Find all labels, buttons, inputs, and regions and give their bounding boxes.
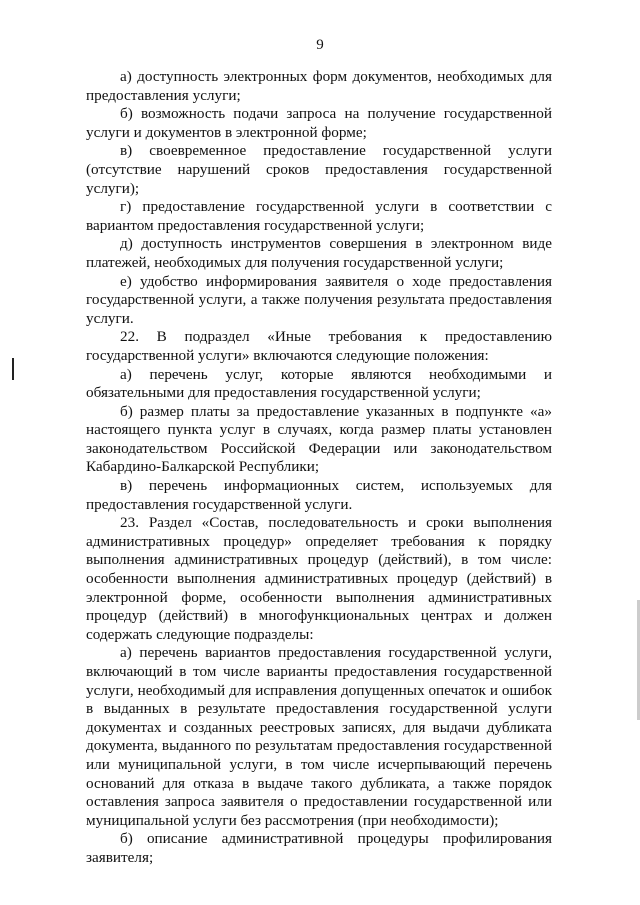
paragraph-22: 22. В подраздел «Иные требования к предоставлению государственной услуги» включаются следующие положения: — [86, 328, 552, 364]
paragraph-item-d-payments: д) доступность инструментов совершения в электронном виде платежей, необходимых для получения государственной услуги; — [86, 235, 552, 271]
paragraph-22-v: в) перечень информационных систем, используемых для предоставления государственной услуги. — [86, 477, 552, 513]
paragraph-22-a: а) перечень услуг, которые являются необходимыми и обязательными для предоставления государственной услуги; — [86, 365, 552, 402]
paragraph-item-g-variant: г) предоставление государственной услуги в соответствии с вариантом предоставления государственной услуги; — [86, 198, 552, 234]
paragraph-23-a: а) перечень вариантов предоставления государственной услуги, включающий в том числе варианты предоставления государственной услуги, необходимый для исправления допущенных опечаток и ошибок в выданных в результате предоставления государственной услуги документах и созданных реестровых записях, для выдачи дубликата документа, выданного по результатам предоставления государственной или муниципальной услуги, в том числе исчерпывающий перечень оснований для отказа в выдаче такого дубликата, а также порядок оставления запроса заявителя о предоставлении государственной или муниципальной услуги без рассмотрения (при необходимости); — [86, 644, 552, 829]
paragraph-22-b: б) размер платы за предоставление указанных в подпункте «а» настоящего пункта услуг в случаях, когда размер платы установлен законодательством Российской Федерации или законодательством Кабардино-Балкарской Республики; — [86, 402, 552, 476]
paragraph-item-b-request: б) возможность подачи запроса на получение государственной услуги и документов в электронной форме; — [86, 105, 552, 141]
paragraph-23-b: б) описание административной процедуры профилирования заявителя; — [86, 830, 552, 866]
margin-mark — [12, 358, 14, 380]
paragraph-23: 23. Раздел «Состав, последовательность и сроки выполнения административных процедур» определяет требования к порядку выполнения административных процедур (действий), в том числе: особенности выполнения административных процедур (действий) в электронной форме, особенности выполнения административных процедур (действий) в многофункциональных центрах и должен содержать следующие подразделы: — [86, 514, 552, 643]
paragraph-item-e-informing: е) удобство информирования заявителя о ходе предоставления государственной услуги, а также получения результата предоставления услуги. — [86, 272, 552, 327]
paragraph-item-a-forms: а) доступность электронных форм документов, необходимых для предоставления услуги; — [86, 68, 552, 104]
document-body — [86, 68, 552, 868]
paragraph-item-v-timely: в) своевременное предоставление государственной услуги (отсутствие нарушений сроков предоставления государственной услуги); — [86, 142, 552, 197]
page-number: 9 — [316, 37, 324, 53]
